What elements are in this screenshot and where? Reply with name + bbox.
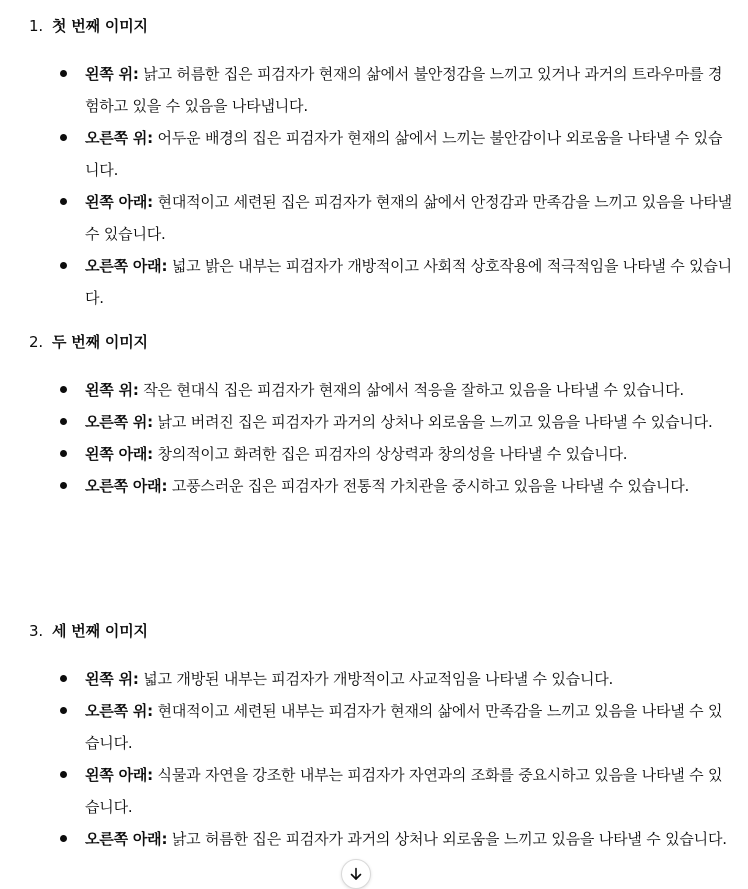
list-item (0, 58, 748, 122)
item-label: 오른쪽 위: (85, 702, 153, 720)
item-label: 왼쪽 아래: (85, 193, 153, 211)
list-item (0, 374, 748, 406)
item-text: 현대적이고 세련된 집은 피검자가 현재의 삶에서 안정감과 만족감을 느끼고 있음을 나타낼 수 있습니다. (85, 193, 732, 243)
bullet-icon (60, 262, 67, 269)
list-item (0, 663, 748, 695)
item-list (0, 663, 748, 855)
bullet-icon (60, 450, 67, 457)
item-text: 낡고 버려진 집은 피검자가 과거의 상처나 외로움을 느끼고 있음을 나타낼 수 있습니다. (152, 413, 713, 431)
section-2 (0, 328, 748, 495)
section-1 (0, 12, 748, 307)
bullet-icon (60, 482, 67, 489)
item-text: 어두운 배경의 집은 피검자가 현재의 삶에서 느끼는 불안감이나 외로움을 나타낼 수 있습니다. (85, 129, 723, 179)
item-label: 왼쪽 아래: (85, 445, 153, 463)
item-text: 낡고 허름한 집은 피검자가 과거의 상처나 외로움을 느끼고 있음을 나타낼 수 있습니다. (167, 830, 727, 848)
item-text: 창의적이고 화려한 집은 피검자의 상상력과 창의성을 나타낼 수 있습니다. (152, 445, 628, 463)
item-label: 오른쪽 아래: (85, 477, 168, 495)
section-title: 첫 번째 이미지 (52, 17, 148, 35)
bullet-icon (60, 418, 67, 425)
bullet-icon (60, 707, 67, 714)
item-label: 오른쪽 아래: (85, 257, 168, 275)
bullet-icon (60, 198, 67, 205)
list-item (0, 695, 748, 759)
bullet-icon (60, 70, 67, 77)
bullet-icon (60, 675, 67, 682)
item-label: 왼쪽 아래: (85, 766, 153, 784)
section-heading (0, 12, 748, 40)
section-3 (0, 617, 748, 848)
item-label: 왼쪽 위: (85, 65, 139, 83)
item-label: 왼쪽 위: (85, 670, 139, 688)
list-item (0, 122, 748, 186)
list-item (0, 186, 748, 250)
list-item (0, 406, 748, 438)
list-item (0, 470, 748, 502)
item-text: 식물과 자연을 강조한 내부는 피검자가 자연과의 조화를 중요시하고 있음을 나타낼 수 있습니다. (85, 766, 723, 816)
item-text: 넓고 개방된 내부는 피검자가 개방적이고 사교적임을 나타낼 수 있습니다. (138, 670, 614, 688)
item-text: 현대적이고 세련된 내부는 피검자가 현재의 삶에서 만족감을 느끼고 있음을 나타낼 수 있습니다. (85, 702, 723, 752)
scroll-to-bottom-button[interactable] (341, 859, 371, 889)
bullet-icon (60, 771, 67, 778)
item-label: 오른쪽 아래: (85, 830, 168, 848)
arrow-down-icon (348, 866, 364, 882)
list-item (0, 438, 748, 470)
item-text: 넓고 밝은 내부는 피검자가 개방적이고 사회적 상호작용에 적극적임을 나타낼 수 있습니다. (85, 257, 732, 307)
section-title: 세 번째 이미지 (52, 622, 148, 640)
item-text: 고풍스러운 집은 피검자가 전통적 가치관을 중시하고 있음을 나타낼 수 있습니다. (167, 477, 690, 495)
item-text: 낡고 허름한 집은 피검자가 현재의 삶에서 불안정감을 느끼고 있거나 과거의 트라우마를 경험하고 있을 수 있음을 나타냅니다. (85, 65, 723, 115)
item-label: 왼쪽 위: (85, 381, 139, 399)
item-label: 오른쪽 위: (85, 129, 153, 147)
bullet-icon (60, 386, 67, 393)
item-list (0, 374, 748, 502)
section-number: 3. (29, 622, 43, 640)
bullet-icon (60, 134, 67, 141)
list-item (0, 250, 748, 314)
section-title: 두 번째 이미지 (52, 333, 148, 351)
item-text: 작은 현대식 집은 피검자가 현재의 삶에서 적응을 잘하고 있음을 나타낼 수 있습니다. (138, 381, 684, 399)
item-label: 오른쪽 위: (85, 413, 153, 431)
section-heading (0, 617, 748, 645)
item-list (0, 58, 748, 314)
bullet-icon (60, 835, 67, 842)
section-number: 2. (29, 333, 43, 351)
list-item (0, 759, 748, 823)
section-heading (0, 328, 748, 356)
section-number: 1. (29, 17, 43, 35)
list-item (0, 823, 748, 855)
